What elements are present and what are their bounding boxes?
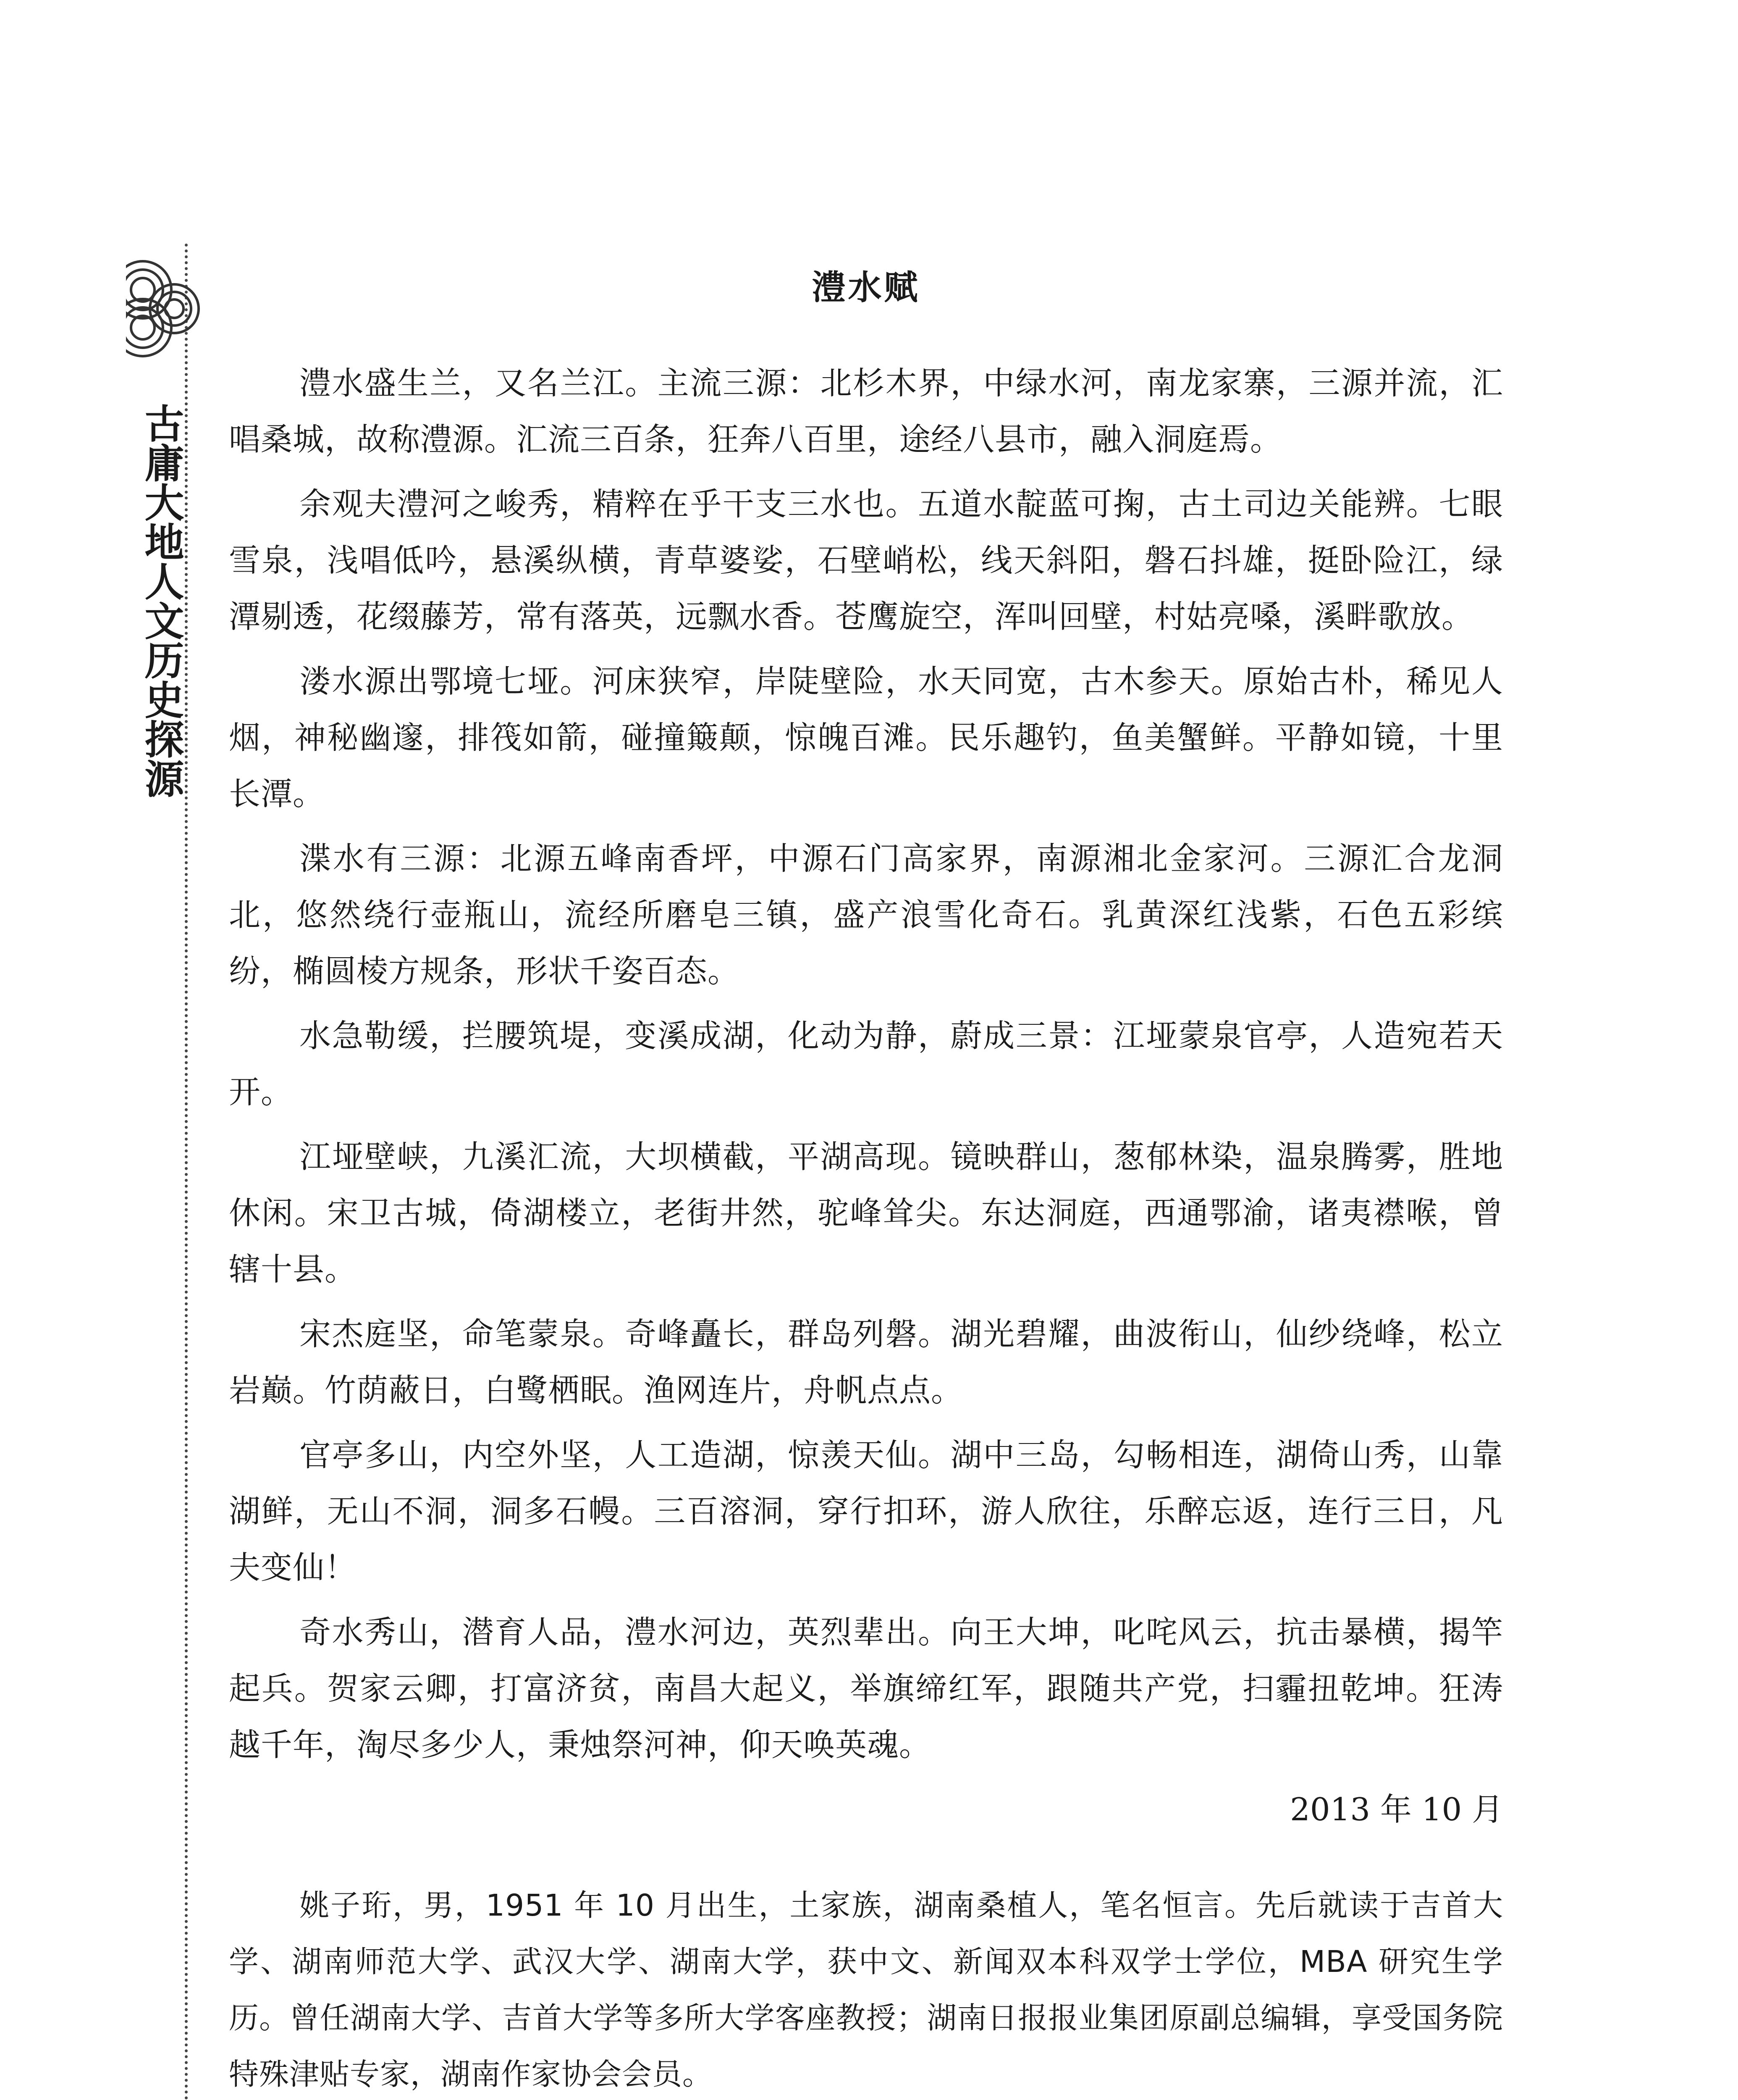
paragraph: 渫水有三源：北源五峰南香坪，中源石门高家界，南源湘北金家河。三源汇合龙洞北，悠然绕行壶瓶山，流经所磨皂三镇，盛产浪雪化奇石。乳黄深红浅紫，石色五彩缤纷，椭圆棱方规条，形状千姿百态。	[229, 840, 1503, 990]
author-bio: 姚子珩，男，1951 年 10 月出生，土家族，湖南桑植人，笔名恒言。先后就读于吉首大学、湖南师范大学、武汉大学、湖南大学，获中文、新闻双本科双学士学位，MBA 研究生学历。曾任湖南大学、吉首大学等多所大学客座教授；湖南日报报业集团原副总编辑，享受国务院特殊津贴专家，湖南作家协会会员。	[229, 1888, 1503, 2092]
paragraph: 澧水盛生兰，又名兰江。主流三源：北杉木界，中绿水河，南龙家寨，三源并流，汇唱桑城，故称澧源。汇流三百条，狂奔八百里，途经八县市，融入洞庭焉。	[229, 365, 1503, 458]
paragraph: 水急勒缓，拦腰筑堤，变溪成湖，化动为静，蔚成三景：江垭蒙泉官亭，人造宛若天开。	[229, 1017, 1503, 1110]
paragraph: 江垭壁峡，九溪汇流，大坝横截，平湖高现。镜映群山，葱郁林染，温泉腾雾，胜地休闲。宋卫古城，倚湖楼立，老街井然，驼峰耸尖。东达洞庭，西通鄂渝，诸夷襟喉，曾辖十县。	[229, 1138, 1503, 1288]
margin-dotted-rule	[185, 244, 188, 2100]
paragraph: 官亭多山，内空外坚，人工造湖，惊羡天仙。湖中三岛，勾畅相连，湖倚山秀，山靠湖鲜，无山不洞，洞多石幔。三百溶洞，穿行扣环，游人欣往，乐醉忘返，连行三日，凡夫变仙！	[229, 1436, 1503, 1586]
paragraph: 奇水秀山，潜育人品，澧水河边，英烈辈出。向王大坤，叱咤风云，抗击暴横，揭竿起兵。贺家云卿，打富济贫，南昌大起义，举旗缔红军，跟随共产党，扫霾扭乾坤。狂涛越千年，淘尽多少人，秉烛祭河神，仰天唤英魂。	[229, 1614, 1503, 1763]
paragraph: 宋杰庭坚，命笔蒙泉。奇峰矗长，群岛列磐。湖光碧耀，曲波衔山，仙纱绕峰，松立岩巅。竹荫蔽日，白鹭栖眠。渔网连片，舟帆点点。	[229, 1315, 1503, 1409]
cloud-emblem-icon	[126, 244, 210, 374]
book-title-vertical: 古庸大地人文历史探源	[138, 403, 183, 798]
article	[229, 265, 1503, 1838]
article-title: 澧水赋	[812, 268, 920, 307]
paragraph: 溇水源出鄂境七垭。河床狭窄，岸陡壁险，水天同宽，古木参天。原始古朴，稀见人烟，神秘幽邃，排筏如箭，碰撞簸颠，惊魄百滩。民乐趣钓，鱼美蟹鲜。平静如镜，十里长潭。	[229, 663, 1503, 812]
paragraph: 余观夫澧河之峻秀，精粹在乎干支三水也。五道水靛蓝可掬，古土司边关能辨。七眼雪泉，浅唱低吟，悬溪纵横，青草婆娑，石壁峭松，线天斜阳，磐石抖雄，挺卧险江，绿潭剔透，花缀藤芳，常有落英，远飘水香。苍鹰旋空，浑叫回壁，村姑亮嗓，溪畔歌放。	[229, 486, 1503, 635]
article-date: 2013 年 10 月	[1290, 1791, 1503, 1828]
